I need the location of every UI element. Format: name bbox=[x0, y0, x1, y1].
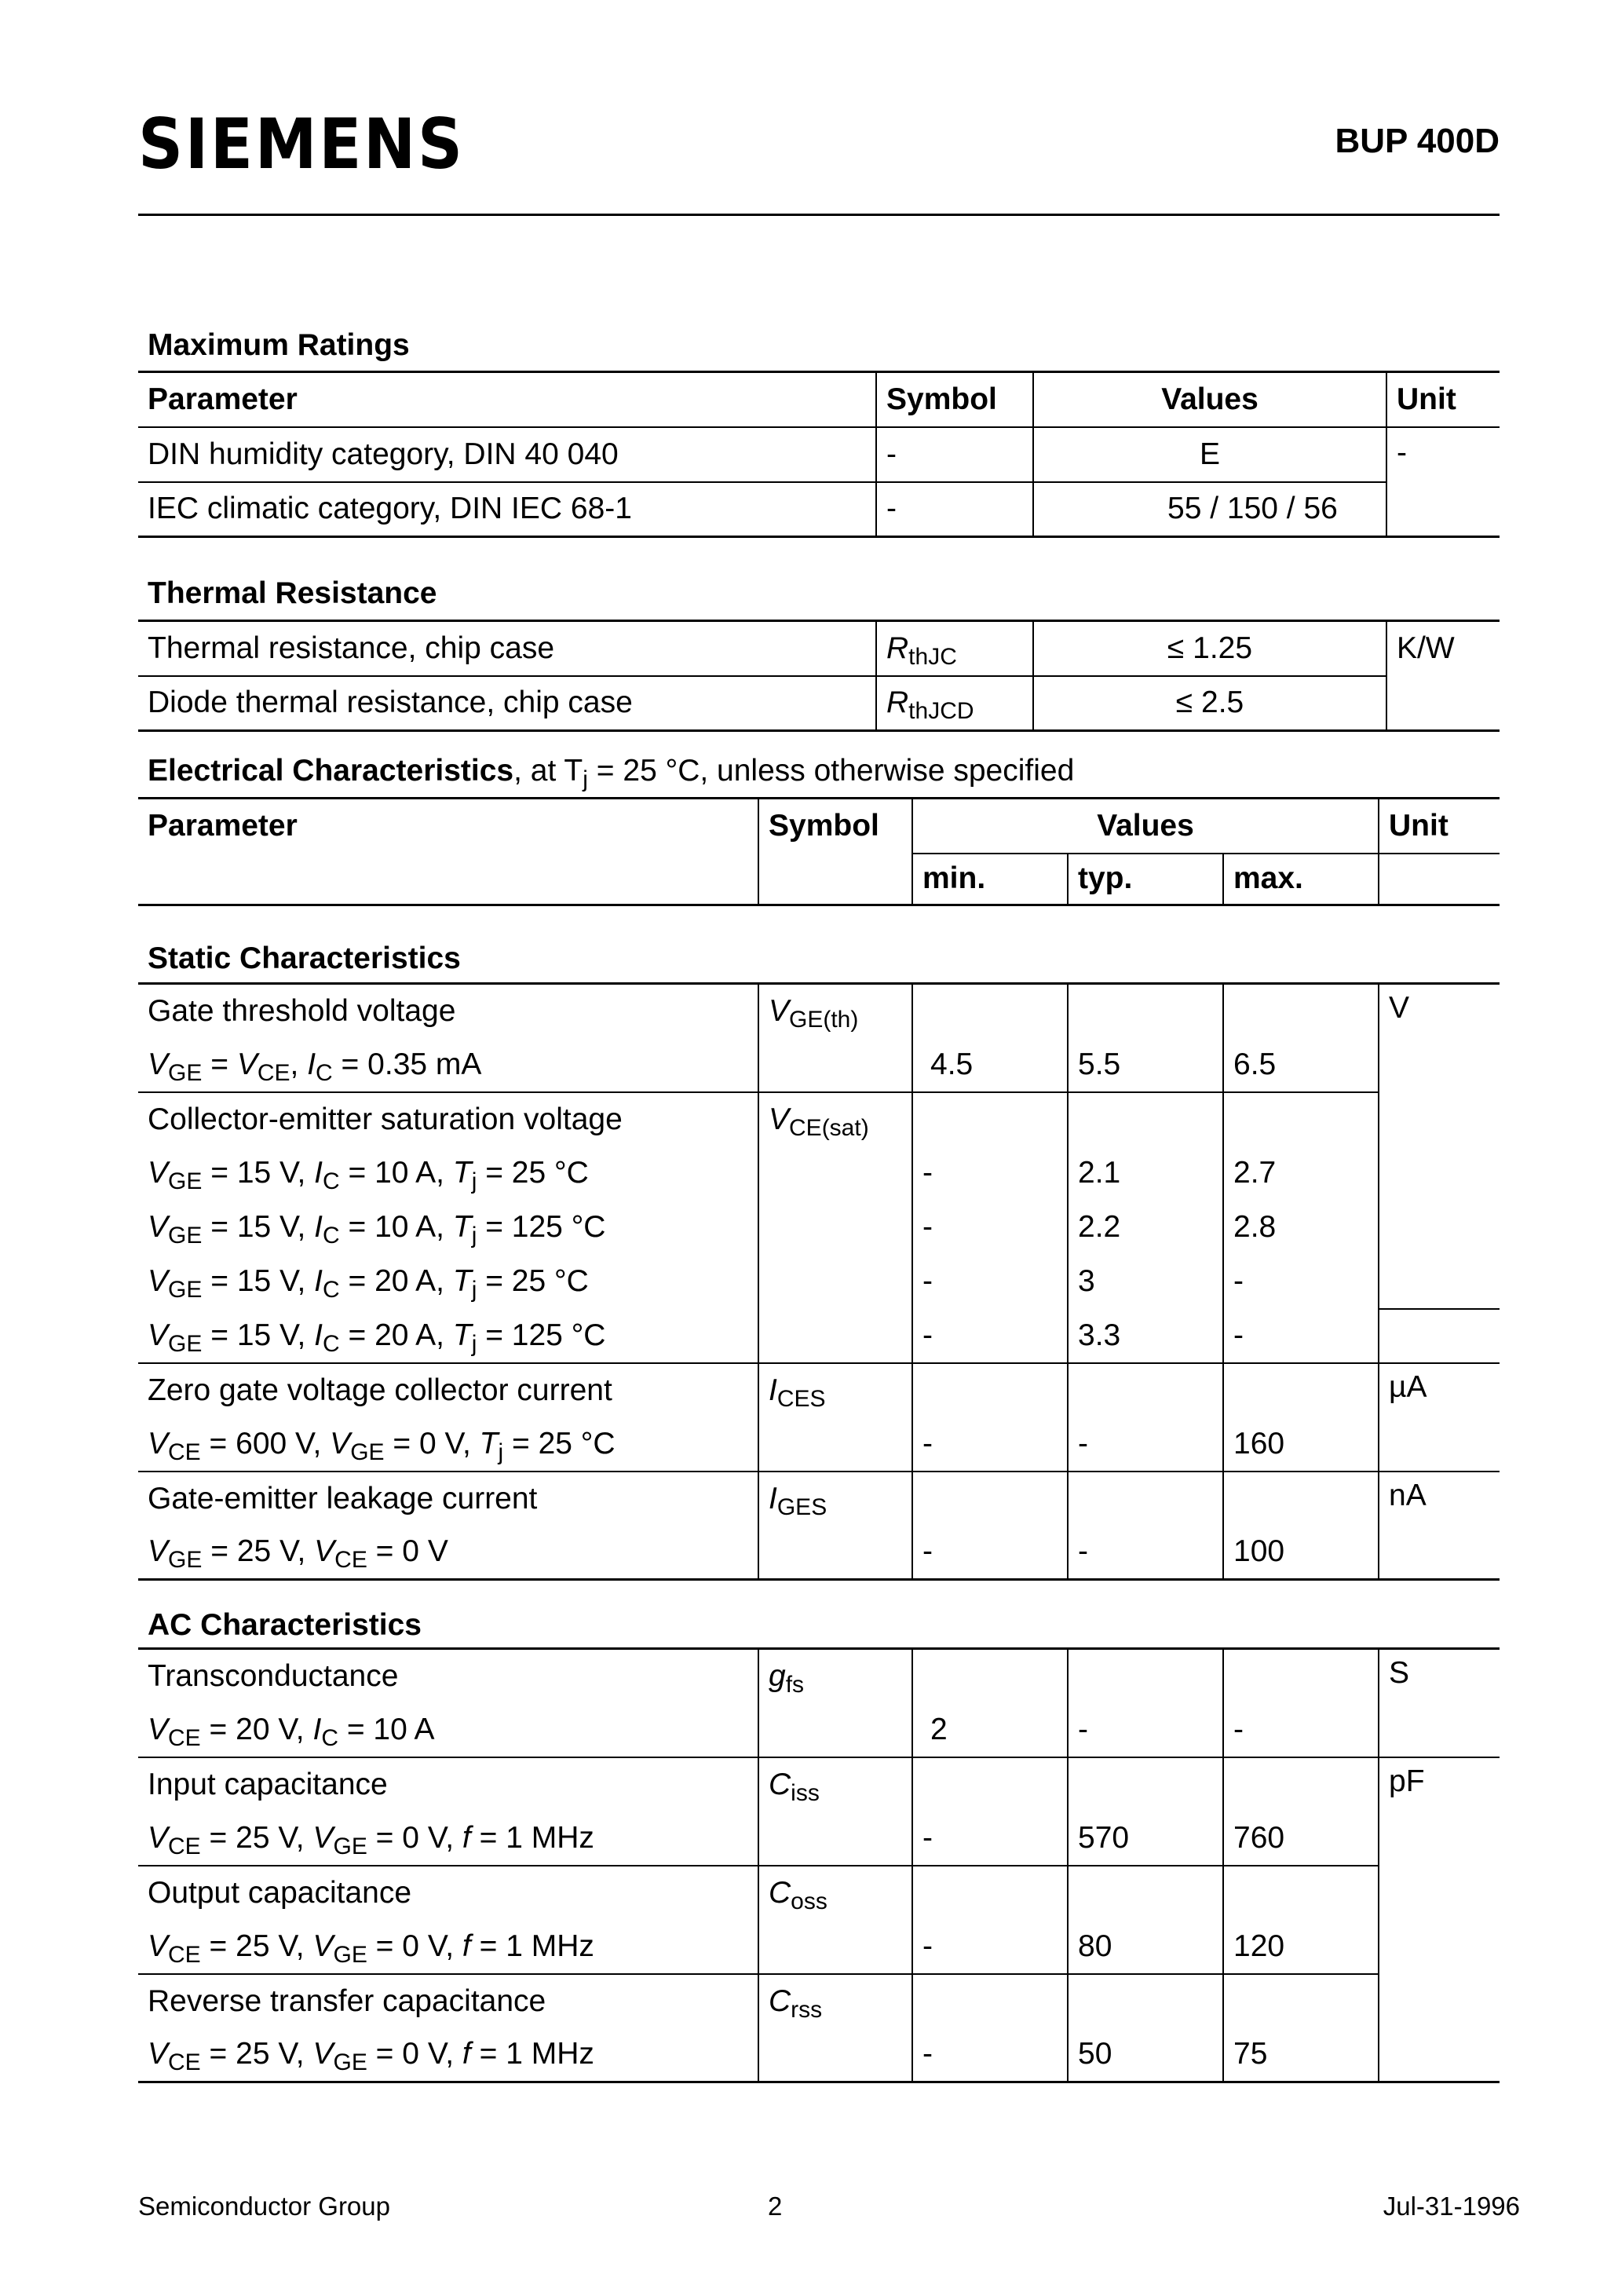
min-cell bbox=[912, 1092, 1068, 1146]
col-values: Values bbox=[1033, 372, 1386, 427]
param-name: DIN humidity category, DIN 40 040 bbox=[138, 427, 876, 482]
table-row bbox=[138, 984, 1500, 1038]
unit-cell: nA bbox=[1379, 1472, 1500, 1580]
static-title: Static Characteristics bbox=[138, 905, 1500, 984]
typ-cell bbox=[1068, 1472, 1223, 1526]
max-cell: 160 bbox=[1223, 1417, 1379, 1472]
condition-cell: $V_{GE} = 15$ V, $I_C = 20$ A, $T_j = 125$ °C bbox=[138, 1309, 758, 1363]
param-name: Diode thermal resistance, chip case bbox=[138, 676, 876, 731]
symbol-cell bbox=[758, 1703, 912, 1757]
min-cell: - bbox=[912, 2028, 1068, 2082]
max-cell: 6.5 bbox=[1223, 1038, 1379, 1092]
symbol-main: R bbox=[886, 631, 909, 665]
cond-vce: = 25 V, bbox=[200, 2037, 313, 2071]
condition-cell: $V_{CE} = 600$ V, $V_{GE} = 0$ V, $T_j = 25$ °C bbox=[138, 1417, 758, 1472]
param-name: Output capacitance bbox=[148, 1875, 412, 1910]
symbol-cell bbox=[758, 984, 912, 1038]
table-row bbox=[138, 1309, 1500, 1363]
cond-sub: C bbox=[316, 1059, 333, 1086]
table-row bbox=[138, 1146, 1500, 1201]
cond-sym: I bbox=[307, 1047, 316, 1081]
symbol-sub: iss bbox=[791, 1779, 820, 1806]
col-unit: Unit bbox=[1386, 372, 1500, 427]
col-symbol: Symbol bbox=[876, 372, 1033, 427]
table-row bbox=[138, 1201, 1500, 1255]
symbol-sub: thJC bbox=[908, 643, 957, 670]
symbol-sub: fs bbox=[785, 1671, 805, 1698]
param-name: Input capacitance bbox=[148, 1767, 388, 1801]
table-row bbox=[138, 427, 1500, 482]
cond-ic: = 10 A, bbox=[339, 1156, 453, 1190]
part-number: BUP 400D bbox=[1335, 122, 1500, 160]
cond-tj: = 25 °C bbox=[503, 1426, 616, 1461]
max-cell: 760 bbox=[1223, 1812, 1379, 1866]
cond-tj: = 25 °C bbox=[477, 1264, 589, 1298]
unit-cell bbox=[1386, 676, 1500, 731]
symbol-sub: CE(sat) bbox=[789, 1114, 869, 1141]
table-row bbox=[138, 621, 1500, 676]
min-cell bbox=[912, 984, 1068, 1038]
symbol-cell bbox=[876, 676, 1033, 731]
min-cell: 4.5 bbox=[912, 1038, 1068, 1092]
symbol-sub: CES bbox=[776, 1385, 826, 1412]
cond-vce: = 25 V, bbox=[200, 1929, 313, 1963]
min-cell: - bbox=[912, 1146, 1068, 1201]
typ-cell: 2.1 bbox=[1068, 1146, 1223, 1201]
symbol-sub: oss bbox=[791, 1888, 827, 1914]
cond-ic: = 20 A, bbox=[339, 1318, 453, 1352]
param-name: Reverse transfer capacitance bbox=[148, 1983, 546, 2018]
symbol-cell bbox=[758, 1974, 912, 2028]
param-name: Transconductance bbox=[148, 1658, 399, 1693]
unit-cell: µA bbox=[1379, 1363, 1500, 1472]
table-row bbox=[138, 1417, 1500, 1472]
table-row bbox=[138, 1363, 1500, 1417]
min-cell: - bbox=[912, 1309, 1068, 1363]
cond-vge: = 15 V, bbox=[202, 1264, 315, 1298]
unit-cell: - bbox=[1386, 427, 1500, 482]
col-values: Values bbox=[912, 799, 1379, 854]
max-cell bbox=[1223, 1363, 1379, 1417]
typ-cell: 3 bbox=[1068, 1255, 1223, 1309]
min-cell bbox=[912, 1757, 1068, 1812]
cond-tj: = 125 °C bbox=[477, 1318, 606, 1352]
typ-cell: 80 bbox=[1068, 1920, 1223, 1974]
condition-cell: $V_{GE} = 15$ V, $I_C = 20$ A, $T_j = 25$ °C bbox=[148, 1264, 589, 1303]
max-cell bbox=[1223, 1472, 1379, 1526]
cond-f: = 1 MHz bbox=[470, 1929, 594, 1963]
min-cell bbox=[912, 1363, 1068, 1417]
min-cell bbox=[912, 1974, 1068, 2028]
symbol-cell bbox=[758, 1309, 912, 1363]
symbol-cell bbox=[758, 1866, 912, 1920]
min-cell: - bbox=[912, 1526, 1068, 1580]
max-cell: 120 bbox=[1223, 1920, 1379, 1974]
thermal-table bbox=[138, 620, 1500, 732]
cond-sym: V bbox=[236, 1047, 258, 1081]
typ-cell bbox=[1068, 984, 1223, 1038]
unit-cell: pF bbox=[1379, 1757, 1500, 2082]
condition-cell: $V_{GE} = 25$ V, $V_{CE} = 0$ V bbox=[138, 1526, 758, 1580]
cond-text: = 0.35 mA bbox=[332, 1047, 482, 1081]
symbol-cell bbox=[758, 1363, 912, 1417]
header-rule bbox=[138, 214, 1500, 216]
condition-cell: $V_{GE} = 15$ V, $I_C = 10$ A, $T_j = 25$ °C bbox=[148, 1156, 589, 1194]
typ-cell: - bbox=[1068, 1703, 1223, 1757]
min-cell: - bbox=[912, 1255, 1068, 1309]
page-number: 2 bbox=[768, 2192, 783, 2221]
condition-cell: $V_{CE} = 25$ V, $V_{GE} = 0$ V, f = 1 MHz bbox=[138, 2028, 758, 2082]
table-row bbox=[138, 1866, 1500, 1920]
typ-cell bbox=[1068, 1757, 1223, 1812]
value-cell: 55 / 150 / 56 bbox=[1033, 482, 1386, 537]
symbol-cell bbox=[758, 1201, 912, 1255]
table-header-row bbox=[138, 372, 1500, 427]
col-symbol: Symbol bbox=[758, 799, 912, 854]
typ-cell: 5.5 bbox=[1068, 1038, 1223, 1092]
cond-f: = 1 MHz bbox=[470, 1820, 594, 1855]
table-header-row bbox=[138, 799, 1500, 854]
param-name: Collector-emitter saturation voltage bbox=[148, 1102, 623, 1136]
cond-vge: = 25 V, bbox=[202, 1534, 315, 1569]
symbol-cell bbox=[758, 1092, 912, 1146]
col-unit: Unit bbox=[1379, 799, 1500, 854]
col-parameter: Parameter bbox=[138, 372, 876, 427]
table-row bbox=[138, 1649, 1500, 1703]
unit-cell bbox=[1379, 1309, 1500, 1363]
min-cell: - bbox=[912, 1920, 1068, 1974]
cond-f: = 1 MHz bbox=[470, 2037, 594, 2071]
table-row bbox=[138, 1757, 1500, 1812]
symbol-cell bbox=[876, 621, 1033, 676]
electrical-title-cond: , at T bbox=[513, 754, 583, 788]
min-cell: - bbox=[912, 1812, 1068, 1866]
symbol-main: g bbox=[769, 1658, 786, 1693]
table-row bbox=[138, 1974, 1500, 2028]
symbol-cell bbox=[758, 1472, 912, 1526]
typ-cell bbox=[1068, 1866, 1223, 1920]
condition-cell: $V_{CE} = 25$ V, $V_{GE} = 0$ V, f = 1 MHz bbox=[138, 1920, 758, 1974]
max-cell: 75 bbox=[1223, 2028, 1379, 2082]
cond-sym: V bbox=[148, 1047, 169, 1081]
max-cell: 100 bbox=[1223, 1526, 1379, 1580]
col-min: min. bbox=[912, 854, 1068, 905]
min-cell bbox=[912, 1649, 1068, 1703]
symbol-main: R bbox=[886, 686, 909, 720]
unit-cell bbox=[1386, 482, 1500, 537]
thermal-title: Thermal Resistance bbox=[148, 576, 437, 610]
cond-vge: = 15 V, bbox=[202, 1210, 315, 1244]
symbol-sub: GE(th) bbox=[789, 1006, 859, 1033]
table-row bbox=[138, 482, 1500, 537]
max-ratings-table bbox=[138, 371, 1500, 538]
symbol-cell bbox=[758, 2028, 912, 2082]
typ-cell bbox=[1068, 1649, 1223, 1703]
unit-cell: V bbox=[1379, 984, 1500, 1309]
cond-text: , bbox=[290, 1047, 308, 1081]
param-name: Gate-emitter leakage current bbox=[148, 1481, 538, 1515]
unit-cell: K/W bbox=[1386, 621, 1500, 676]
cond-sub: CE bbox=[257, 1059, 290, 1086]
table-row bbox=[138, 1920, 1500, 1974]
typ-cell: - bbox=[1068, 1526, 1223, 1580]
table-row bbox=[138, 1092, 1500, 1146]
cond-vge: = 15 V, bbox=[202, 1318, 315, 1352]
empty-cell bbox=[1379, 854, 1500, 905]
empty-cell bbox=[758, 854, 912, 905]
symbol-sub: rss bbox=[791, 1996, 823, 2023]
symbol-cell bbox=[758, 1920, 912, 1974]
symbol-cell bbox=[758, 1255, 912, 1309]
cond-vge: = 15 V, bbox=[202, 1156, 315, 1190]
condition-cell: $V_{GE} = 15$ V, $I_C = 10$ A, $T_j = 125$ °C bbox=[148, 1210, 606, 1249]
typ-cell: - bbox=[1068, 1417, 1223, 1472]
symbol-cell bbox=[758, 1812, 912, 1866]
condition-cell bbox=[138, 1038, 758, 1092]
cond-vge: = 0 V, bbox=[384, 1426, 480, 1461]
electrical-table bbox=[138, 797, 1500, 2083]
max-cell: - bbox=[1223, 1255, 1379, 1309]
table-row bbox=[138, 1703, 1500, 1757]
max-cell bbox=[1223, 1649, 1379, 1703]
max-cell: 2.8 bbox=[1223, 1201, 1379, 1255]
typ-cell: 2.2 bbox=[1068, 1201, 1223, 1255]
min-cell: - bbox=[912, 1417, 1068, 1472]
col-max: max. bbox=[1223, 854, 1379, 905]
footer-left: Semiconductor Group bbox=[138, 2192, 390, 2221]
max-cell bbox=[1223, 1866, 1379, 1920]
electrical-title-cond-tail: = 25 °C, unless otherwise specified bbox=[587, 754, 1075, 788]
section-row bbox=[138, 905, 1500, 984]
table-row bbox=[138, 1812, 1500, 1866]
col-parameter: Parameter bbox=[138, 799, 758, 854]
max-cell bbox=[1223, 1974, 1379, 2028]
symbol-main: C bbox=[769, 1983, 791, 2018]
cond-ic: = 20 A, bbox=[339, 1264, 453, 1298]
max-cell bbox=[1223, 1757, 1379, 1812]
empty-cell bbox=[138, 854, 758, 905]
typ-cell bbox=[1068, 1974, 1223, 2028]
col-typ: typ. bbox=[1068, 854, 1223, 905]
value-cell: ≤ 2.5 bbox=[1033, 676, 1386, 731]
cond-tj: = 25 °C bbox=[477, 1156, 589, 1190]
param-name: IEC climatic category, DIN IEC 68-1 bbox=[138, 482, 876, 537]
typ-cell bbox=[1068, 1092, 1223, 1146]
cond-sub: GE bbox=[168, 1059, 203, 1086]
typ-cell bbox=[1068, 1363, 1223, 1417]
typ-cell: 3.3 bbox=[1068, 1309, 1223, 1363]
symbol-cell bbox=[758, 1526, 912, 1580]
unit-cell: S bbox=[1379, 1649, 1500, 1757]
param-name: Thermal resistance, chip case bbox=[138, 621, 876, 676]
cond-ic: = 10 A bbox=[338, 1712, 435, 1746]
section-row bbox=[138, 1580, 1500, 1649]
table-row bbox=[138, 1472, 1500, 1526]
siemens-logo: SIEMENS bbox=[138, 104, 465, 185]
ac-title: AC Characteristics bbox=[138, 1580, 1500, 1649]
electrical-title-bold: Electrical Characteristics bbox=[148, 754, 514, 788]
min-cell: - bbox=[912, 1201, 1068, 1255]
max-cell: 2.7 bbox=[1223, 1146, 1379, 1201]
footer-date: Jul-31-1996 bbox=[1383, 2192, 1520, 2221]
cond-vce: = 20 V, bbox=[200, 1712, 313, 1746]
symbol-cell bbox=[758, 1757, 912, 1812]
table-row bbox=[138, 1255, 1500, 1309]
max-cell bbox=[1223, 984, 1379, 1038]
max-cell bbox=[1223, 1092, 1379, 1146]
cond-vge: = 0 V, bbox=[367, 1820, 462, 1855]
symbol-cell bbox=[758, 1038, 912, 1092]
symbol-sub: GES bbox=[776, 1493, 827, 1520]
electrical-title-sub: j bbox=[583, 766, 588, 792]
electrical-title bbox=[148, 751, 1074, 792]
symbol-main: V bbox=[769, 1102, 790, 1136]
typ-cell: 50 bbox=[1068, 2028, 1223, 2082]
symbol-cell bbox=[758, 1649, 912, 1703]
condition-cell: $V_{CE} = 25$ V, $V_{GE} = 0$ V, f = 1 MHz bbox=[138, 1812, 758, 1866]
min-cell bbox=[912, 1866, 1068, 1920]
cond-vce: = 600 V, bbox=[200, 1426, 331, 1461]
symbol-main: V bbox=[769, 993, 790, 1028]
max-cell: - bbox=[1223, 1703, 1379, 1757]
param-name: Zero gate voltage collector current bbox=[148, 1373, 612, 1407]
max-ratings-title: Maximum Ratings bbox=[148, 328, 410, 362]
table-row bbox=[138, 1526, 1500, 1580]
cond-vce: = 25 V, bbox=[200, 1820, 313, 1855]
symbol-main: C bbox=[769, 1875, 791, 1910]
symbol-main: I bbox=[769, 1373, 777, 1407]
symbol-cell: - bbox=[876, 427, 1033, 482]
symbol-cell bbox=[758, 1146, 912, 1201]
table-row bbox=[138, 676, 1500, 731]
cond-text: = bbox=[202, 1047, 237, 1081]
value-cell: ≤ 1.25 bbox=[1033, 621, 1386, 676]
value-cell: E bbox=[1033, 427, 1386, 482]
typ-cell: 570 bbox=[1068, 1812, 1223, 1866]
cond-vge: = 0 V, bbox=[367, 2037, 462, 2071]
cond-ic: = 10 A, bbox=[339, 1210, 453, 1244]
cond-vce: = 0 V bbox=[367, 1534, 448, 1569]
cond-vge: = 0 V, bbox=[367, 1929, 462, 1963]
table-row bbox=[138, 1038, 1500, 1092]
symbol-cell bbox=[758, 1417, 912, 1472]
min-cell bbox=[912, 1472, 1068, 1526]
table-row bbox=[138, 2028, 1500, 2082]
symbol-cell: - bbox=[876, 482, 1033, 537]
symbol-main: I bbox=[769, 1481, 777, 1515]
symbol-sub: thJCD bbox=[908, 698, 974, 725]
table-subheader-row bbox=[138, 854, 1500, 905]
min-cell: 2 bbox=[912, 1703, 1068, 1757]
condition-cell: $V_{CE} = 20$ V, $I_C = 10$ A bbox=[138, 1703, 758, 1757]
symbol-main: C bbox=[769, 1767, 791, 1801]
cond-tj: = 125 °C bbox=[477, 1210, 606, 1244]
param-name: Gate threshold voltage bbox=[148, 993, 456, 1028]
max-cell: - bbox=[1223, 1309, 1379, 1363]
